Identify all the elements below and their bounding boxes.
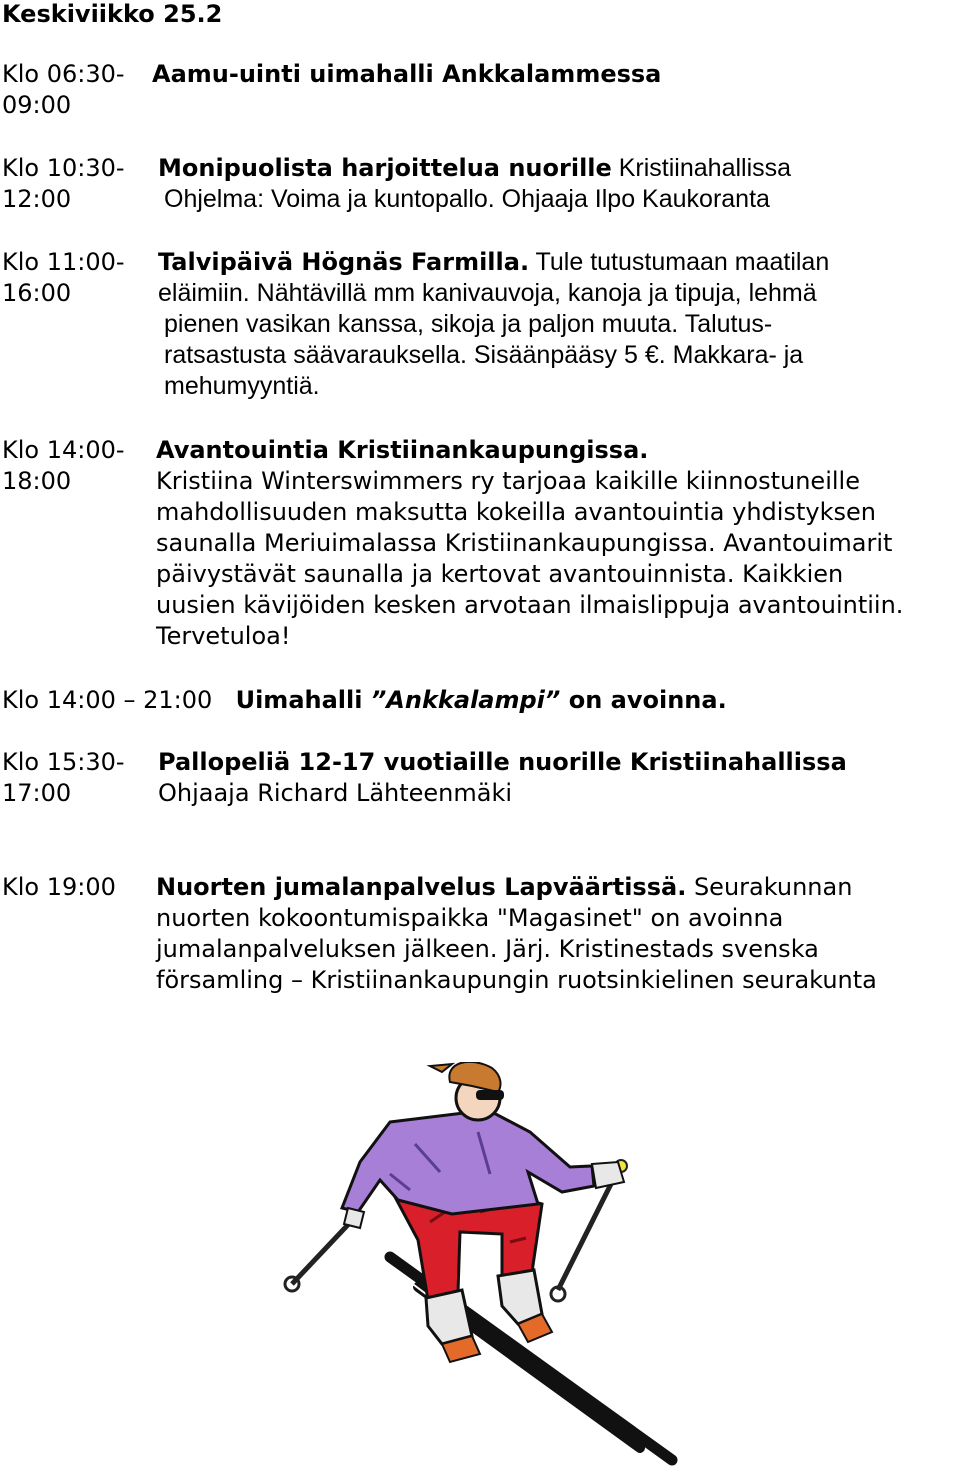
time-start: Klo 06:30- xyxy=(2,60,125,88)
event-body xyxy=(156,872,956,996)
event-line: pienen vasikan kanssa, sikoja ja paljon muuta. Talutus- xyxy=(164,310,773,338)
event-body xyxy=(158,153,958,215)
event-text: Seurakunnan xyxy=(686,873,853,901)
event-time xyxy=(2,247,152,309)
event-title: Pallopeliä 12-17 vuotiaille nuorille Kristiinahallissa xyxy=(158,748,847,776)
time-start: Klo 19:00 xyxy=(2,873,116,901)
event-body xyxy=(158,747,958,809)
event-title-suffix: on avoinna. xyxy=(560,686,727,714)
event-line: Kristiina Winterswimmers ry tarjoaa kaikille kiinnostuneille xyxy=(156,467,860,495)
event-line: Tervetuloa! xyxy=(156,622,291,650)
event-time: Klo 14:00 – 21:00 xyxy=(2,686,213,714)
time-start: Klo 15:30- xyxy=(2,748,125,776)
event-title-pool-name: ”Ankkalampi” xyxy=(370,686,561,714)
event-detail: Ohjelma: Voima ja kuntopallo. Ohjaaja Ilpo Kaukoranta xyxy=(164,185,770,213)
event-line: ratsastusta säävarauksella. Sisäänpääsy 5 €. Makkara- ja xyxy=(164,341,804,369)
event-line: nuorten kokoontumispaikka "Magasinet" on avoinna xyxy=(156,904,784,932)
event-title: Avantouintia Kristiinankaupungissa. xyxy=(156,436,649,464)
event-row xyxy=(2,685,958,716)
event-time xyxy=(2,435,152,497)
event-title: Aamu-uinti uimahalli Ankkalammessa xyxy=(152,60,662,88)
time-end: 18:00 xyxy=(2,467,72,495)
event-title: Talvipäivä Högnäs Farmilla. xyxy=(158,248,530,276)
event-title: Uimahalli xyxy=(235,686,371,714)
event-line: mehumyyntiä. xyxy=(164,372,320,400)
time-end: 12:00 xyxy=(2,185,72,213)
event-line: eläimiin. Nähtävillä mm kanivauvoja, kanoja ja tipuja, lehmä xyxy=(158,279,817,307)
event-time xyxy=(2,872,152,903)
event-line: jumalanpalveluksen jälkeen. Järj. Kristinestads svenska xyxy=(156,935,819,963)
event-line: saunalla Meriuimalassa Kristiinankaupungissa. Avantouimarit xyxy=(156,529,893,557)
event-time xyxy=(2,153,152,215)
event-title: Monipuolista harjoittelua nuorille xyxy=(158,154,612,182)
event-time xyxy=(2,747,152,809)
event-time xyxy=(2,59,152,121)
event-body xyxy=(158,247,958,402)
event-line: päivystävät saunalla ja kertovat avantouinnista. Kaikkien xyxy=(156,560,844,588)
skier-head xyxy=(430,1062,504,1120)
time-start: Klo 11:00- xyxy=(2,248,125,276)
skier-illustration xyxy=(240,1062,700,1472)
time-end: 09:00 xyxy=(2,91,72,119)
event-title: Nuorten jumalanpalvelus Lapväärtissä. xyxy=(156,873,687,901)
event-line: mahdollisuuden maksutta kokeilla avantouintia yhdistyksen xyxy=(156,498,876,526)
event-detail: Ohjaaja Richard Lähteenmäki xyxy=(158,779,513,807)
event-body xyxy=(156,435,956,652)
event-body xyxy=(152,59,952,90)
time-end: 16:00 xyxy=(2,279,72,307)
time-start: Klo 14:00- xyxy=(2,436,125,464)
page-title: Keskiviikko 25.2 xyxy=(2,0,223,28)
event-text: Tule tutustumaan maatilan xyxy=(529,248,830,276)
event-line: församling – Kristiinankaupungin ruotsinkielinen seurakunta xyxy=(156,966,877,994)
event-line: uusien kävijöiden kesken arvotaan ilmaislippuja avantouintiin. xyxy=(156,591,904,619)
event-location: Kristiinahallissa xyxy=(611,154,792,182)
time-start: Klo 10:30- xyxy=(2,154,125,182)
event-pool-open xyxy=(2,685,958,716)
time-end: 17:00 xyxy=(2,779,72,807)
skier-jacket xyxy=(342,1110,594,1214)
